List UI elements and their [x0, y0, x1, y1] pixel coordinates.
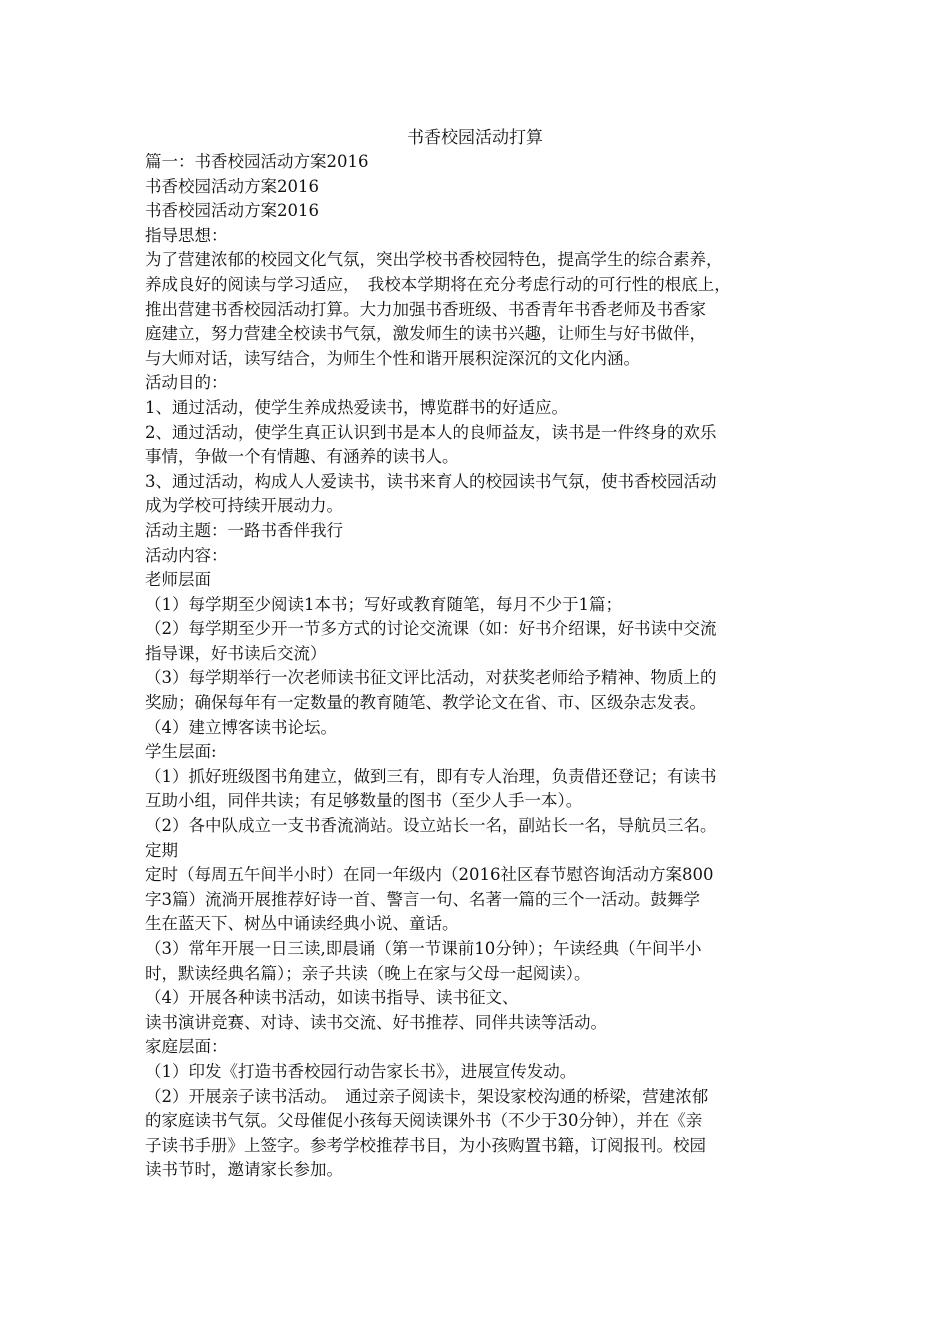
text-line: 互助小组，同伴共读；有足够数量的图书（至少人手一本）。: [145, 791, 583, 811]
text-line: 定时（每周五午间半小时）在同一年级内（2016社区春节慰咨询活动方案800: [145, 865, 714, 885]
text-line: 养成良好的阅读与学习适应， 我校本学期将在充分考虑行动的可行性的根底上，: [145, 274, 731, 294]
text-line: 生在蓝天下、树丛中诵读经典小说、童话。: [145, 914, 459, 934]
text-line: （1）抓好班级图书角建立，做到三有，即有专人治理，负责借还登记；有读书: [145, 766, 717, 786]
text-line: （4）建立博客读书论坛。: [145, 717, 337, 737]
text-line: （3）常年开展一日三读,即晨诵（第一节课前10分钟）；午读经典（午间半小: [145, 939, 702, 958]
text-line: 书香校园活动方案2016: [145, 201, 319, 221]
text-line: 定期: [145, 840, 178, 860]
text-line: （2）每学期至少开一节多方式的讨论交流课（如：好书介绍课，好书读中交流: [145, 619, 717, 639]
text-line: 时，默读经典名篇）；亲子共读（晚上在家与父母一起阅读）。: [145, 963, 591, 983]
text-line: 家庭层面：: [145, 1037, 228, 1057]
text-line: 1、通过活动，使学生养成热爱读书，博览群书的好适应。: [145, 397, 568, 417]
text-line: 篇一：书香校园活动方案2016: [145, 152, 369, 171]
document-title: 书香校园活动打算: [407, 128, 543, 148]
text-line: （2）开展亲子读书活动。 通过亲子阅读卡，架设家校沟通的桥梁，营建浓郁: [145, 1086, 709, 1106]
text-line: （3）每学期举行一次老师读书征文评比活动，对获奖老师给予精神、物质上的: [145, 668, 717, 688]
text-line: 子读书手册》上签字。参考学校推荐书目，为小孩购置书籍，订阅报刊。校园: [145, 1135, 706, 1155]
text-line: 为了营建浓郁的校园文化气氛，突出学校书香校园特色，提高学生的综合素养，: [145, 250, 723, 270]
text-line: （4）开展各种读书活动，如读书指导、读书征文、: [145, 988, 519, 1008]
text-line: 的家庭读书气氛。父母催促小孩每天阅读课外书（不少于30分钟），并在《亲: [145, 1111, 703, 1131]
text-line: （1）每学期至少阅读1本书；写好或教育随笔，每月不少于1篇；: [145, 594, 622, 614]
text-line: 活动主题：一路书香伴我行: [145, 520, 343, 540]
text-line: 活动内容：: [145, 545, 228, 565]
text-line: 成为学校可持续开展动力。: [145, 496, 343, 516]
text-line: 字3篇）流淌开展推荐好诗一首、警言一句、名著一篇的三个一活动。鼓舞学: [145, 889, 700, 909]
text-line: 3、通过活动，构成人人爱读书，读书来育人的校园读书气氛，使书香校园活动: [145, 471, 717, 491]
text-line: 推出营建书香校园活动打算。大力加强书香班级、书香青年书香老师及书香家: [145, 299, 706, 319]
text-line: 指导课，好书读后交流）: [145, 643, 327, 663]
text-line: 书香校园活动方案2016: [145, 176, 319, 196]
document-body: [145, 150, 825, 1183]
text-line: 2、通过活动，使学生真正认识到书是本人的良师益友，读书是一件终身的欢乐: [145, 422, 717, 442]
text-line: 奖励；确保每年有一定数量的教育随笔、教学论文在省、市、区级杂志发表。: [145, 693, 706, 713]
text-line: （2）各中队成立一支书香流淌站。设立站长一名，副站长一名，导航员三名。: [145, 816, 717, 836]
text-line: 与大师对话，读写结合，为师生个性和谐开展积淀深沉的文化内涵。: [145, 348, 640, 368]
text-line: 指导思想：: [145, 225, 228, 245]
text-line: 庭建立，努力营建全校读书气氛，激发师生的读书兴趣，让师生与好书做伴，: [145, 324, 706, 344]
text-line: 读书节时，邀请家长参加。: [145, 1160, 343, 1180]
text-line: 老师层面: [145, 570, 211, 590]
text-line: （1）印发《打造书香校园行动告家长书》，进展宣传发动。: [145, 1061, 577, 1081]
text-line: 活动目的：: [145, 373, 228, 393]
text-line: 读书演讲竞赛、对诗、读书交流、好书推荐、同伴共读等活动。: [145, 1012, 607, 1032]
text-line: 事情，争做一个有情趣、有涵养的读书人。: [145, 447, 459, 467]
text-line: 学生层面:: [145, 742, 217, 762]
